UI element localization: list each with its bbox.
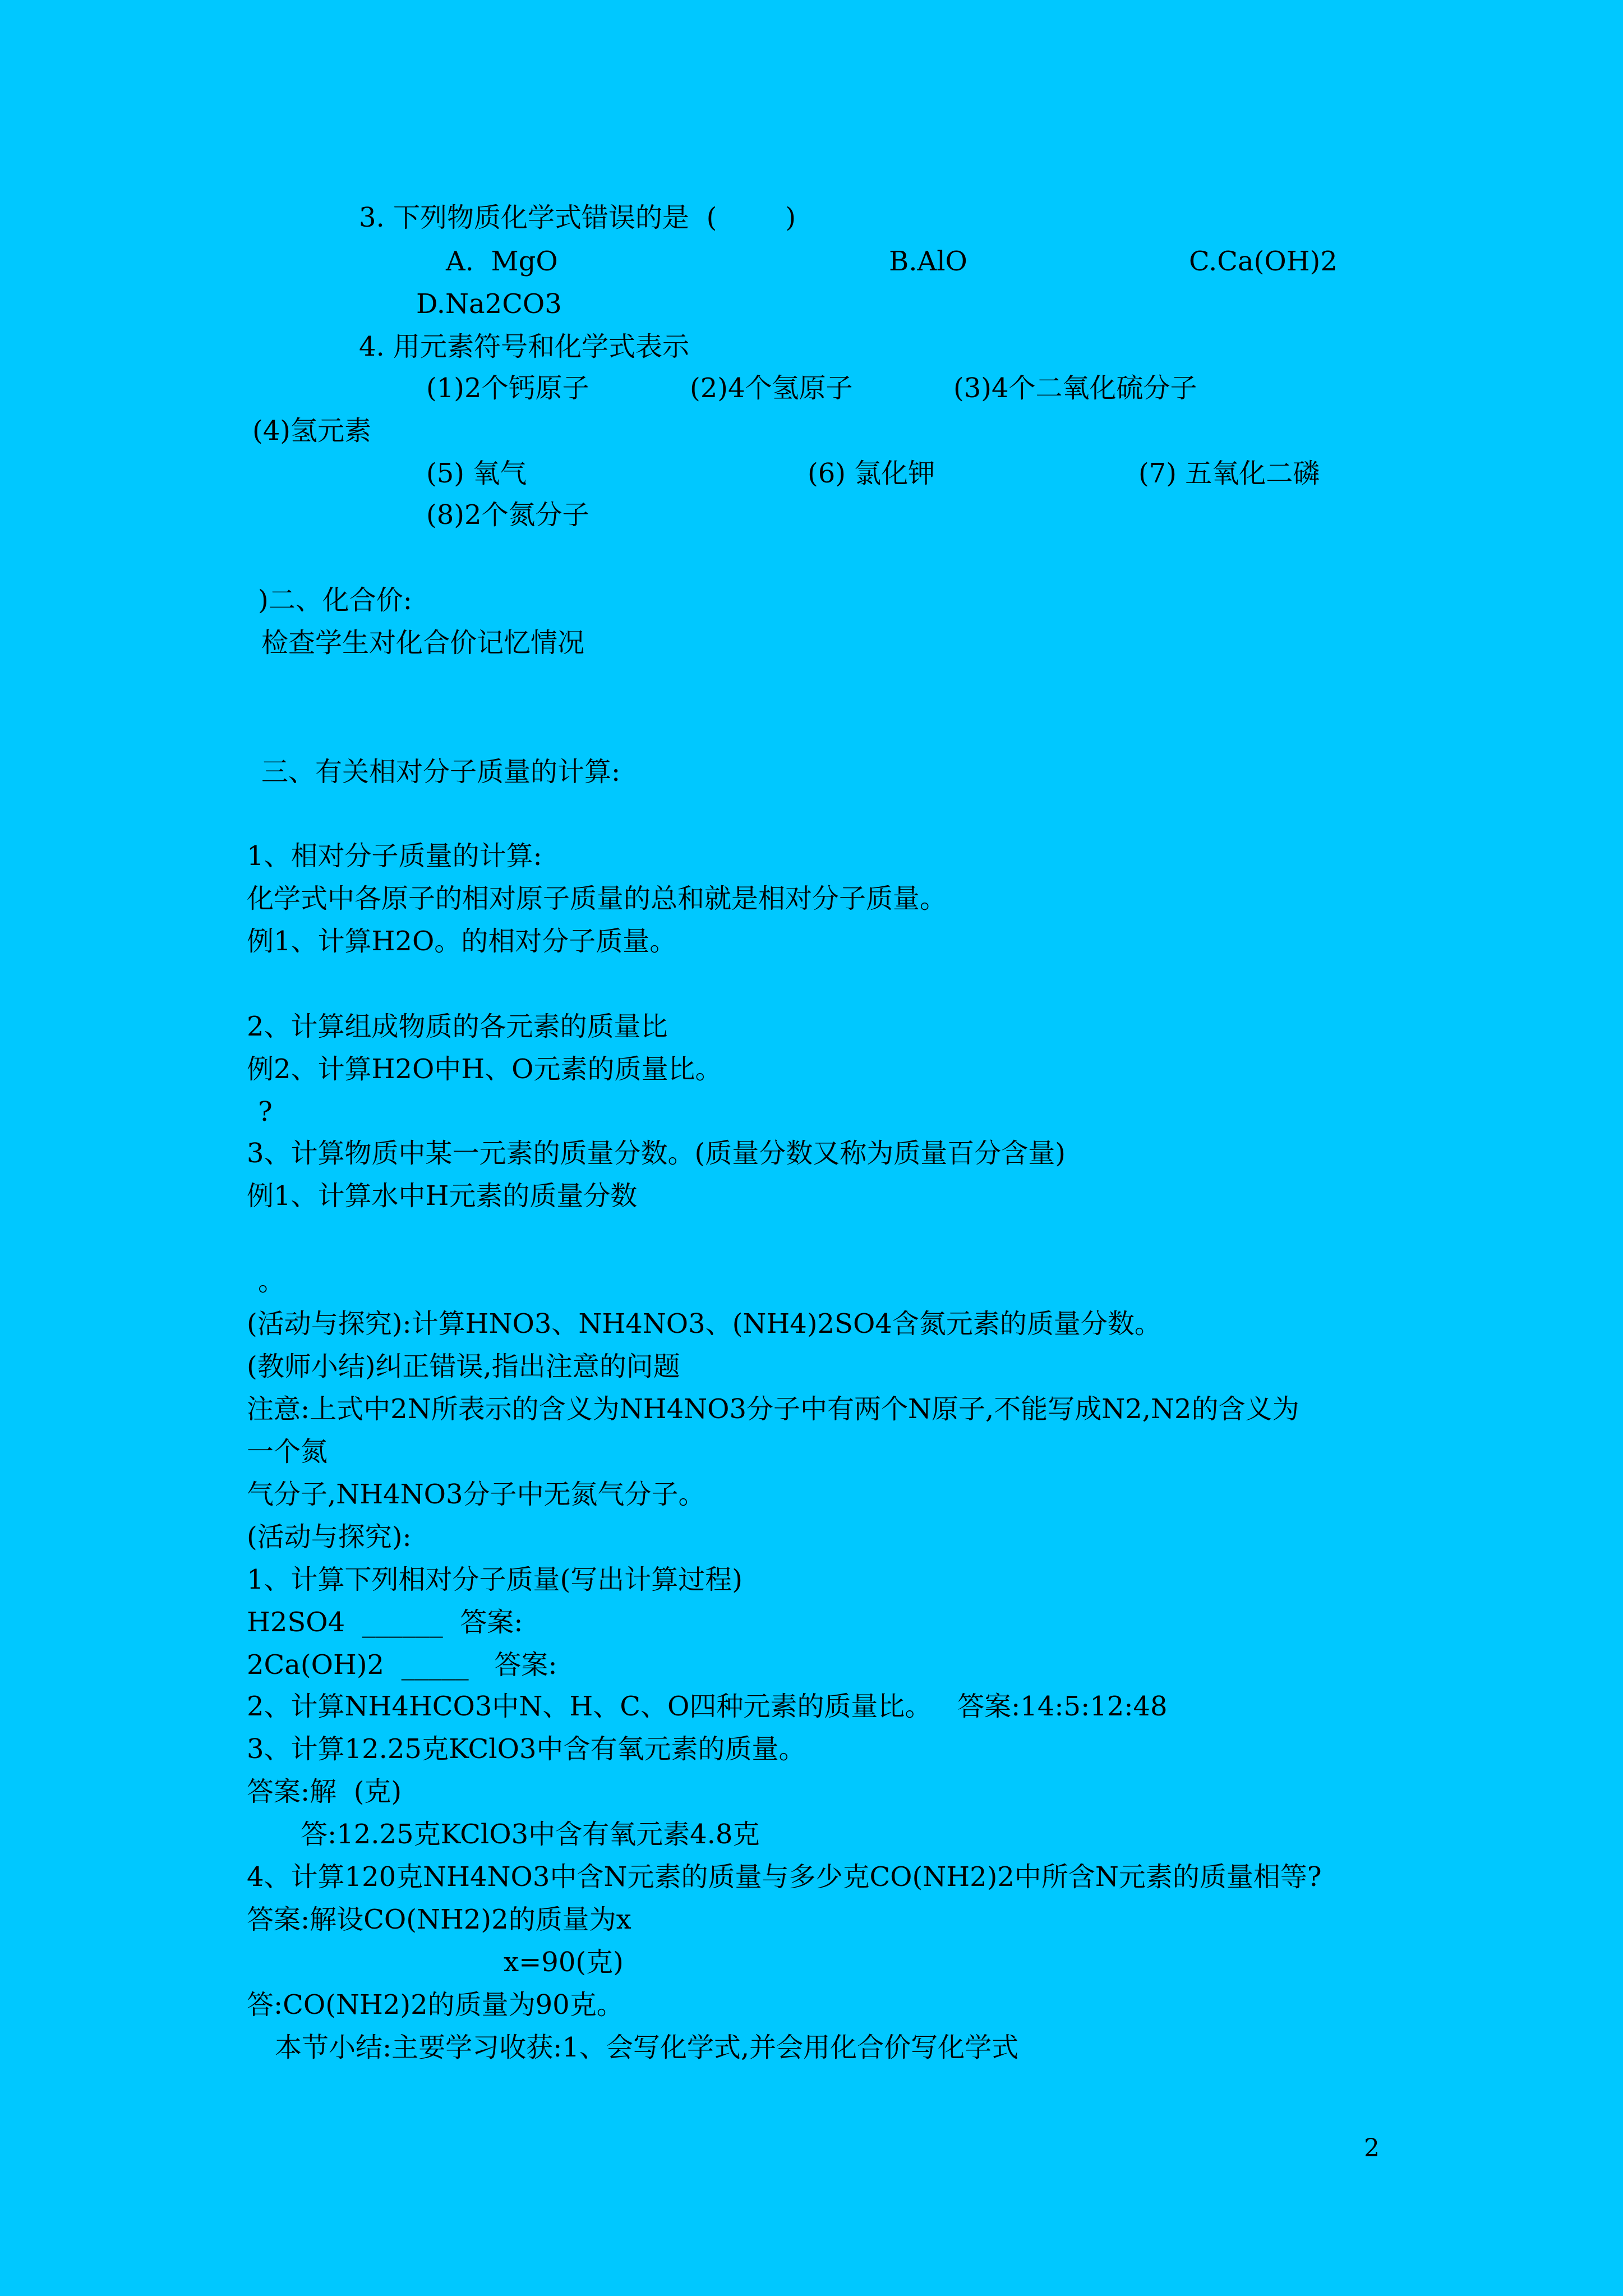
- activity-2: (活动与探究):: [247, 1521, 412, 1553]
- section-2-heading: )二、化合价:: [258, 585, 412, 616]
- question-4-item-6: (6) 氯化钾: [808, 458, 935, 489]
- activity-1: (活动与探究):计算HNO3、NH4NO3、(NH4)2SO4含氮元素的质量分数。: [247, 1308, 1161, 1340]
- exercise-3: 3、计算12.25克KClO3中含有氧元素的质量。: [247, 1733, 806, 1765]
- question-3-option-c: C.Ca(OH)2: [1189, 246, 1338, 277]
- section-3-heading: 三、有关相对分子质量的计算:: [261, 756, 621, 788]
- exercise-3-answer: 答案:解 (克): [247, 1776, 402, 1807]
- exercise-4: 4、计算120克NH4NO3中含N元素的质量与多少克CO(NH2)2中所含N元素的质量相等?: [247, 1861, 1322, 1893]
- exercise-4-answer: 答案:解设CO(NH2)2的质量为x: [247, 1904, 631, 1935]
- part-2-question-mark: ?: [258, 1096, 273, 1128]
- note-line-3: 气分子,NH4NO3分子中无氮气分子。: [247, 1479, 706, 1510]
- part-3-title: 3、计算物质中某一元素的质量分数。(质量分数又称为质量百分含量): [247, 1138, 1066, 1169]
- exercise-1-b: 2Ca(OH)2 _____ 答案:: [247, 1649, 557, 1681]
- part-1-definition: 化学式中各原子的相对原子质量的总和就是相对分子质量。: [247, 883, 947, 914]
- note-line-1: 注意:上式中2N所表示的含义为NH4NO3分子中有两个N原子,不能写成N2,N2的含义为: [247, 1393, 1299, 1425]
- period-mark: 。: [258, 1266, 285, 1297]
- part-1-title: 1、相对分子质量的计算:: [247, 840, 542, 872]
- question-4: 4. 用元素符号和化学式表示: [359, 331, 690, 362]
- exercise-3-conclusion: 答:12.25克KClO3中含有氧元素4.8克: [301, 1819, 760, 1850]
- exercise-4-result: x=90(克): [504, 1947, 624, 1978]
- part-2-title: 2、计算组成物质的各元素的质量比: [247, 1011, 668, 1042]
- exercise-1-title: 1、计算下列相对分子质量(写出计算过程): [247, 1564, 743, 1595]
- question-4-item-4: (4)氢元素: [252, 415, 371, 447]
- question-4-item-7: (7) 五氧化二磷: [1138, 458, 1320, 489]
- teacher-summary: (教师小结)纠正错误,指出注意的问题: [247, 1351, 680, 1382]
- page-number: 2: [1364, 2134, 1380, 2162]
- question-4-item-2: (2)4个氢原子: [690, 372, 853, 404]
- question-4-item-8: (8)2个氮分子: [426, 499, 589, 531]
- exercise-4-conclusion: 答:CO(NH2)2的质量为90克。: [247, 1989, 624, 2021]
- question-3-option-b: B.AlO: [889, 246, 967, 277]
- exercise-2: 2、计算NH4HCO3中N、H、C、O四种元素的质量比。 答案:14:5:12:48: [247, 1691, 1168, 1722]
- question-3-option-d: D.Na2CO3: [416, 288, 562, 320]
- part-2-example: 例2、计算H2O中H、O元素的质量比。: [247, 1053, 722, 1085]
- part-1-example: 例1、计算H2O。的相对分子质量。: [247, 926, 677, 957]
- lesson-summary: 本节小结:主要学习收获:1、会写化学式,并会用化合价写化学式: [275, 2032, 1019, 2063]
- question-3: 3. 下列物质化学式错误的是 ( ): [359, 202, 796, 233]
- note-line-2: 一个氮: [247, 1436, 328, 1467]
- section-2-body: 检查学生对化合价记忆情况: [261, 627, 585, 659]
- question-4-item-3: (3)4个二氧化硫分子: [953, 372, 1197, 404]
- question-4-item-1: (1)2个钙原子: [426, 372, 589, 404]
- part-3-example: 例1、计算水中H元素的质量分数: [247, 1180, 638, 1212]
- question-3-option-a: A. MgO: [446, 246, 558, 277]
- question-4-item-5: (5) 氧气: [426, 458, 527, 489]
- exercise-1-a: H2SO4 ______ 答案:: [247, 1607, 523, 1638]
